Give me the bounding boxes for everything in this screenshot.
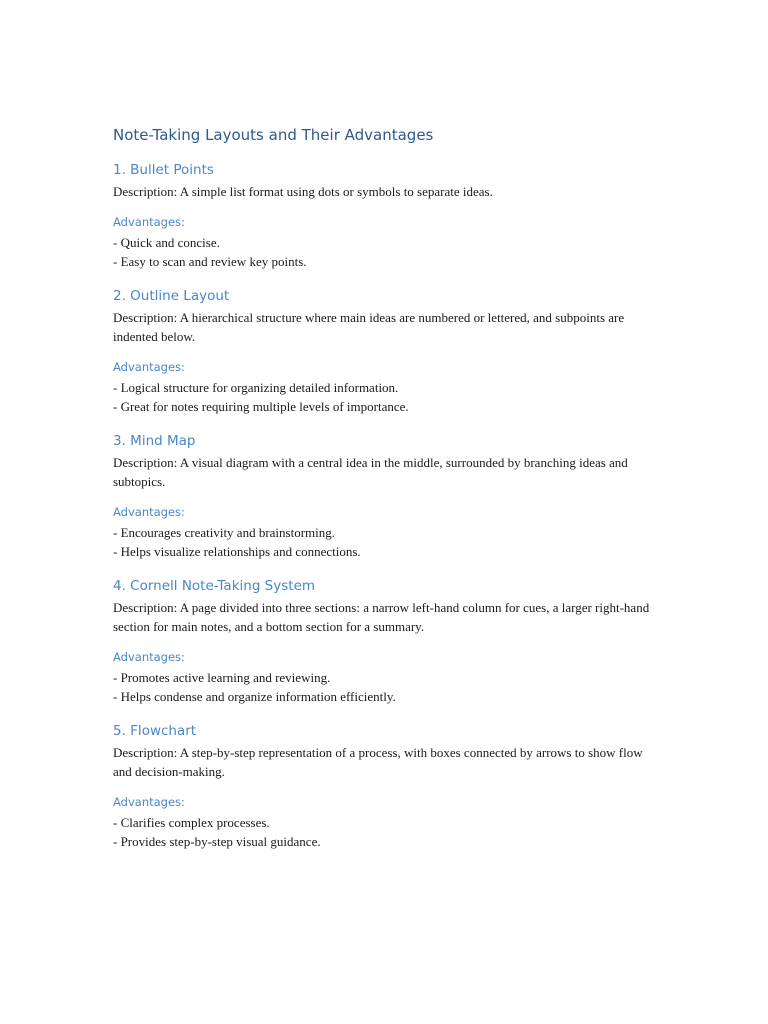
- advantages-label: Advantages:: [113, 504, 185, 519]
- advantages-list: [113, 813, 661, 852]
- advantage-item: - Quick and concise.: [113, 234, 220, 250]
- section-heading: 4. Cornell Note-Taking System: [113, 577, 316, 594]
- section-mind-map: [113, 431, 661, 562]
- section-outline-layout: [113, 286, 661, 417]
- section-heading: 2. Outline Layout: [113, 287, 230, 304]
- section-heading: 3. Mind Map: [113, 432, 196, 449]
- advantages-list: [113, 378, 661, 417]
- section-description: Description: A step-by-step representation of a process, with boxes connected by arrows to show flow and decision-making.: [113, 744, 643, 779]
- section-cornell-note-taking: [113, 576, 661, 707]
- advantages-label: Advantages:: [113, 649, 185, 664]
- section-description: Description: A hierarchical structure where main ideas are numbered or lettered, and subpoints are indented below.: [113, 309, 625, 344]
- advantage-item: - Logical structure for organizing detailed information.: [113, 379, 399, 395]
- section-description: Description: A simple list format using dots or symbols to separate ideas.: [113, 184, 493, 199]
- advantages-list: [113, 668, 661, 707]
- advantages-list: [113, 523, 661, 562]
- advantages-label: Advantages:: [113, 214, 185, 229]
- advantage-item: - Helps condense and organize information efficiently.: [113, 689, 396, 704]
- advantage-item: - Easy to scan and review key points.: [113, 254, 307, 269]
- section-description: Description: A page divided into three sections: a narrow left-hand column for cues, a larger right-hand section for main notes, and a bottom section for a summary.: [113, 599, 650, 634]
- document-body: [113, 124, 661, 866]
- advantages-label: Advantages:: [113, 794, 185, 809]
- section-heading: 5. Flowchart: [113, 722, 197, 739]
- advantages-label: Advantages:: [113, 359, 185, 374]
- advantages-list: [113, 233, 661, 272]
- section-description: Description: A visual diagram with a central idea in the middle, surrounded by branching ideas and subtopics.: [113, 454, 628, 489]
- advantage-item: - Great for notes requiring multiple levels of importance.: [113, 399, 409, 414]
- section-flowchart: [113, 721, 661, 852]
- document-title: Note-Taking Layouts and Their Advantages: [113, 126, 434, 144]
- advantage-item: - Clarifies complex processes.: [113, 814, 270, 830]
- advantage-item: - Encourages creativity and brainstorming.: [113, 524, 336, 540]
- advantage-item: - Promotes active learning and reviewing.: [113, 669, 331, 685]
- advantage-item: - Helps visualize relationships and connections.: [113, 544, 361, 559]
- advantage-item: - Provides step-by-step visual guidance.: [113, 834, 321, 849]
- section-bullet-points: [113, 160, 661, 272]
- section-heading: 1. Bullet Points: [113, 162, 214, 178]
